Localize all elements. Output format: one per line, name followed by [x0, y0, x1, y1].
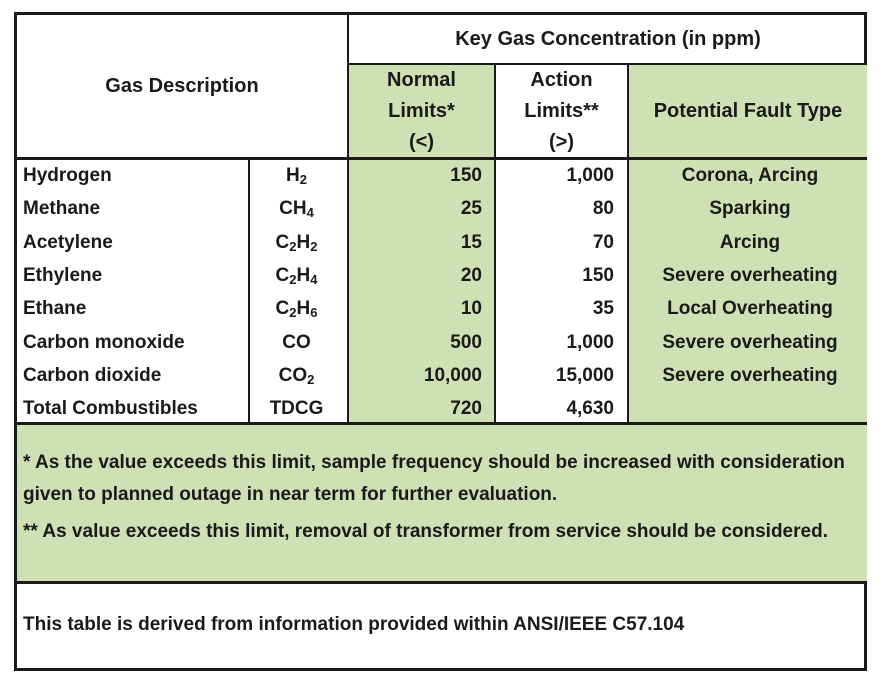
gas-name: Methane [23, 198, 101, 220]
divider-header-body [17, 157, 867, 160]
gas-name: Ethylene [23, 264, 103, 286]
gas-name: Carbon monoxide [23, 331, 185, 353]
fault-type: Severe overheating [662, 331, 838, 353]
gas-name: Carbon dioxide [23, 364, 162, 386]
gas-name: Hydrogen [23, 165, 112, 186]
fault-type: Sparking [709, 198, 791, 220]
gas-name: Acetylene [23, 231, 113, 253]
normal-limit-value: 20 [460, 264, 482, 286]
fault-type: Corona, Arcing [681, 165, 819, 186]
gas-formula: $C_2H_4$ [275, 264, 318, 287]
fault-type: Severe overheating [662, 264, 838, 286]
fault-type: Severe overheating [662, 364, 838, 386]
gas-description-header: Gas Description [105, 75, 259, 97]
gas-formula: $CH_4$ [279, 198, 314, 221]
action-limit-value: 150 [582, 264, 614, 286]
gas-name: Ethane [23, 298, 87, 320]
action-limit-value: 1,000 [566, 331, 614, 353]
action-limits-header: Action Limits** (>) [524, 68, 599, 153]
key-gas-concentration-header: Key Gas Concentration (in ppm) [455, 28, 761, 50]
normal-limit-value: 500 [450, 331, 482, 353]
gas-table [14, 12, 867, 671]
normal-limit-value: 25 [460, 198, 482, 220]
potential-fault-type-header: Potential Fault Type [653, 100, 843, 122]
normal-limit-value: 10 [460, 298, 482, 320]
gas-formula: $C_2H_6$ [275, 298, 318, 321]
divider-notes-source [17, 581, 867, 584]
normal-limit-value: 15 [460, 231, 482, 253]
gas-formula: $CO_2$ [278, 364, 315, 387]
normal-limit-value: 720 [450, 398, 482, 420]
source-note: This table is derived from information provided within ANSI/IEEE C57.104 [23, 614, 685, 635]
normal-limit-value: 150 [450, 165, 482, 186]
note-action-limit: ** As value exceeds this limit, removal of transformer from service should be considered. [23, 521, 828, 542]
gas-name: Total Combustibles [23, 398, 198, 420]
divider-body-notes [17, 422, 867, 425]
action-limit-value: 1,000 [566, 165, 614, 186]
action-limit-value: 35 [592, 298, 614, 320]
note-normal-limit: * As the value exceeds this limit, sample frequency should be increased with consideration given to planned outage in near term for further evaluation. [23, 452, 845, 505]
normal-limit-value: 10,000 [423, 364, 482, 386]
action-limit-value: 4,630 [566, 398, 614, 420]
normal-limits-header: Normal Limits* (<) [387, 68, 456, 153]
fault-type: Local Overheating [667, 298, 833, 320]
fault-type: Arcing [719, 231, 781, 253]
gas-formula: $C_2H_2$ [275, 231, 318, 254]
action-limit-value: 70 [592, 231, 614, 253]
gas-formula: $H_2$ [286, 165, 307, 187]
action-limit-value: 80 [592, 198, 614, 220]
action-limit-value: 15,000 [555, 364, 614, 386]
gas-formula: TDCG [269, 398, 324, 420]
gas-formula: CO [282, 331, 311, 353]
